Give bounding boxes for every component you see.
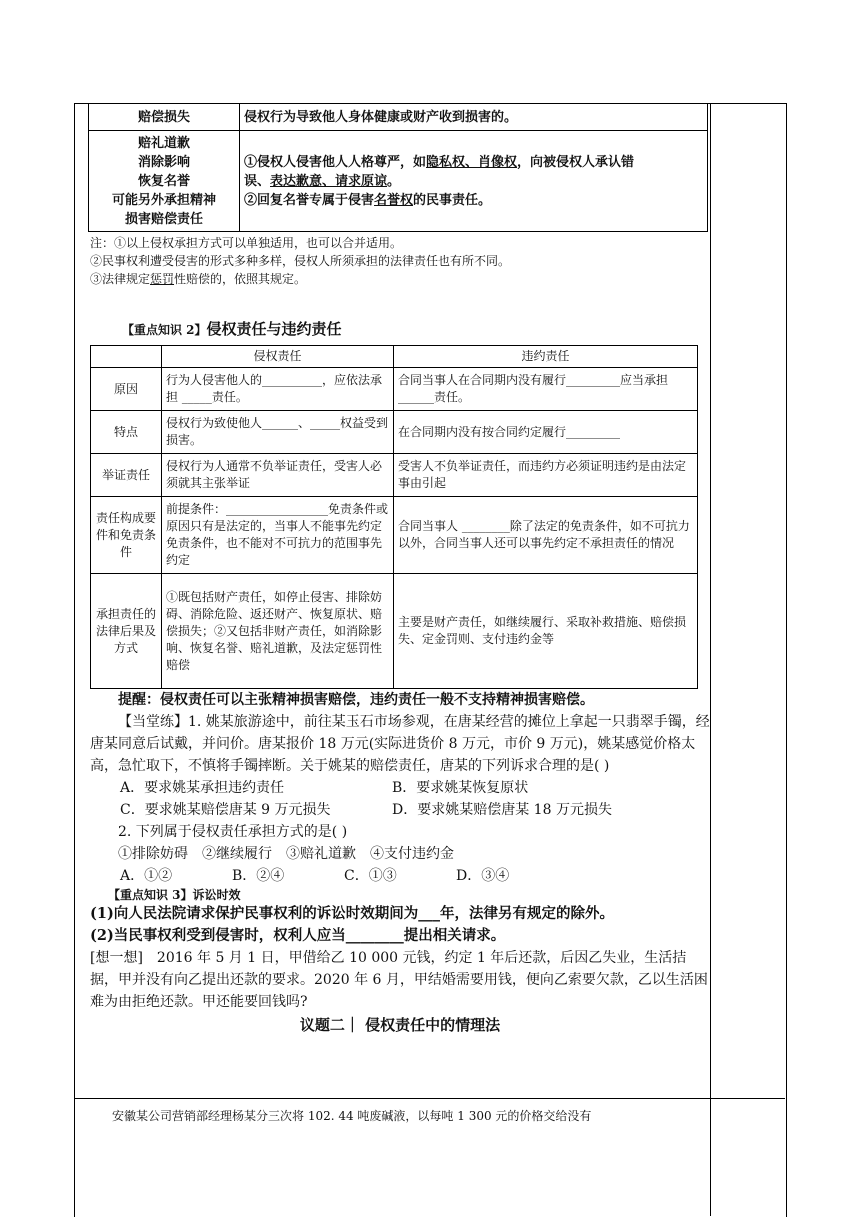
row-content: ①侵权人侵害他人人格尊严，如隐私权、肖像权，向被侵权人承认错 误、表达歉意、请求原谅。 ②回复名誉专属于侵害名誉权的民事责任。: [240, 131, 708, 232]
q1-options-row-2: C．要求姚某赔偿唐某 9 万元损失 D．要求姚某赔偿唐某 18 万元损失: [120, 802, 612, 818]
table-row: 特点 侵权行为致使他人______、_____权益受到损害。 在合同期内没有按合同约定履行_________: [91, 411, 698, 454]
question-2: 2. 下列属于侵权责任承担方式的是( ): [118, 824, 348, 840]
right-column-divider: [710, 103, 711, 1216]
table-row: [89, 104, 708, 131]
note-2: ②民事权利遭受侵害的形式多种多样，侵权人所须承担的法律责任也有所不同。: [90, 254, 511, 268]
q1-options-row-1: A．要求姚某承担违约责任 B．要求姚某恢复原状: [120, 780, 529, 796]
case-text: 安徽某公司营销部经理杨某分三次将 102. 44 吨废碱液，以每吨 1 300 元的价格交给没有: [112, 1109, 592, 1123]
row-label: 赔礼道歉 消除影响 恢复名誉 可能另外承担精神 损害赔偿责任: [89, 131, 240, 232]
table-row: 举证责任 侵权行为人通常不负举证责任，受害人必须就其主张举证 受害人不负举证责任，而违约方必须证明违约是由法定事由引起: [91, 454, 698, 497]
table-row: [89, 131, 708, 232]
table-row: 承担责任的法律后果及方式 ①既包括财产责任，如停止侵害、排除妨碍、消除危险、返还财产、恢复原状、赔偿损失；②又包括非财产责任，如消除影响、恢复名誉、赔礼道歉，及法定惩罚性赔偿 主要是财产责任，如继续履行、采取补救措施、赔偿损失、定金罚则、支付违约金等: [91, 574, 698, 689]
divider: [74, 1098, 785, 1099]
reminder: 提醒：侵权责任可以主张精神损害赔偿，违约责任一般不支持精神损害赔偿。: [118, 692, 594, 708]
q2-options: A．①② B．②④ C．①③ D．③④: [120, 868, 510, 884]
liability-methods-table: [88, 103, 708, 232]
table-header-row: 侵权责任 违约责任: [91, 346, 698, 368]
topic-2-title: 议题二｜ 侵权责任中的情理法: [299, 1016, 501, 1034]
question-1: 【当堂练】1. 姚某旅游途中，前往某玉石市场参观，在唐某经营的摊位上拿起一只翡翠手镯，经唐某同意后试戴，并问价。唐某报价 18 万元(实际进货价 8 万元，市价 9 万元)，姚某感觉价格太高，急忙取下，不慎将手镯摔断。关于姚某的赔偿责任，唐某的下列诉求合理的是( ): [90, 714, 710, 774]
question-2-items: ①排除妨碍 ②继续履行 ③赔礼道歉 ④支付违约金: [118, 846, 454, 862]
row-content: 侵权行为导致他人身体健康或财产收到损害的。: [240, 104, 708, 131]
kp3-line-2: (2)当民事权利受到侵害时，权利人应当________提出相关请求。: [90, 927, 506, 944]
main-content: [84, 103, 710, 1037]
notes: [90, 234, 710, 288]
note-1: 注：①以上侵权承担方式可以单独适用，也可以合并适用。: [90, 236, 403, 250]
row-label: 赔偿损失: [89, 104, 240, 131]
kp3-line-1: (1)向人民法院请求保护民事权利的诉讼时效期间为___年，法律另有规定的除外。: [90, 905, 615, 922]
table-row: 原因 行为人侵害他人的__________，应依法承担 _____责任。 合同当事人在合同期内没有履行_________应当承担______责任。: [91, 368, 698, 411]
note-3: ③法律规定惩罚性赔偿的，依照其规定。: [90, 272, 307, 286]
section-title-kp2: 【重点知识 2】侵权责任与违约责任: [122, 320, 342, 338]
comparison-table: [90, 345, 698, 689]
practice-section: [90, 689, 710, 1037]
table-row: 责任构成要件和免责条件 前提条件：_________________免责条件或原因只有是法定的，当事人不能事先约定免责条件，也不能对不可抗力的范围事先约定 合同当事人 ________除了法定的免责条件，如不可抗力以外，合同当事人还可以事先约定不承担责任的情况: [91, 497, 698, 574]
think-question: [想一想] 2016 年 5 月 1 日，甲借给乙 10 000 元钱，约定 1 年后还款，后因乙失业，生活拮据，甲并没有向乙提出还款的要求。2020 年 6 月，甲结婚需要用钱，便向乙索要欠款，乙以生活困难为由拒绝还款。甲还能要回钱吗?: [90, 950, 708, 1010]
section-title-kp3: 【重点知识 3】诉讼时效: [108, 888, 241, 902]
